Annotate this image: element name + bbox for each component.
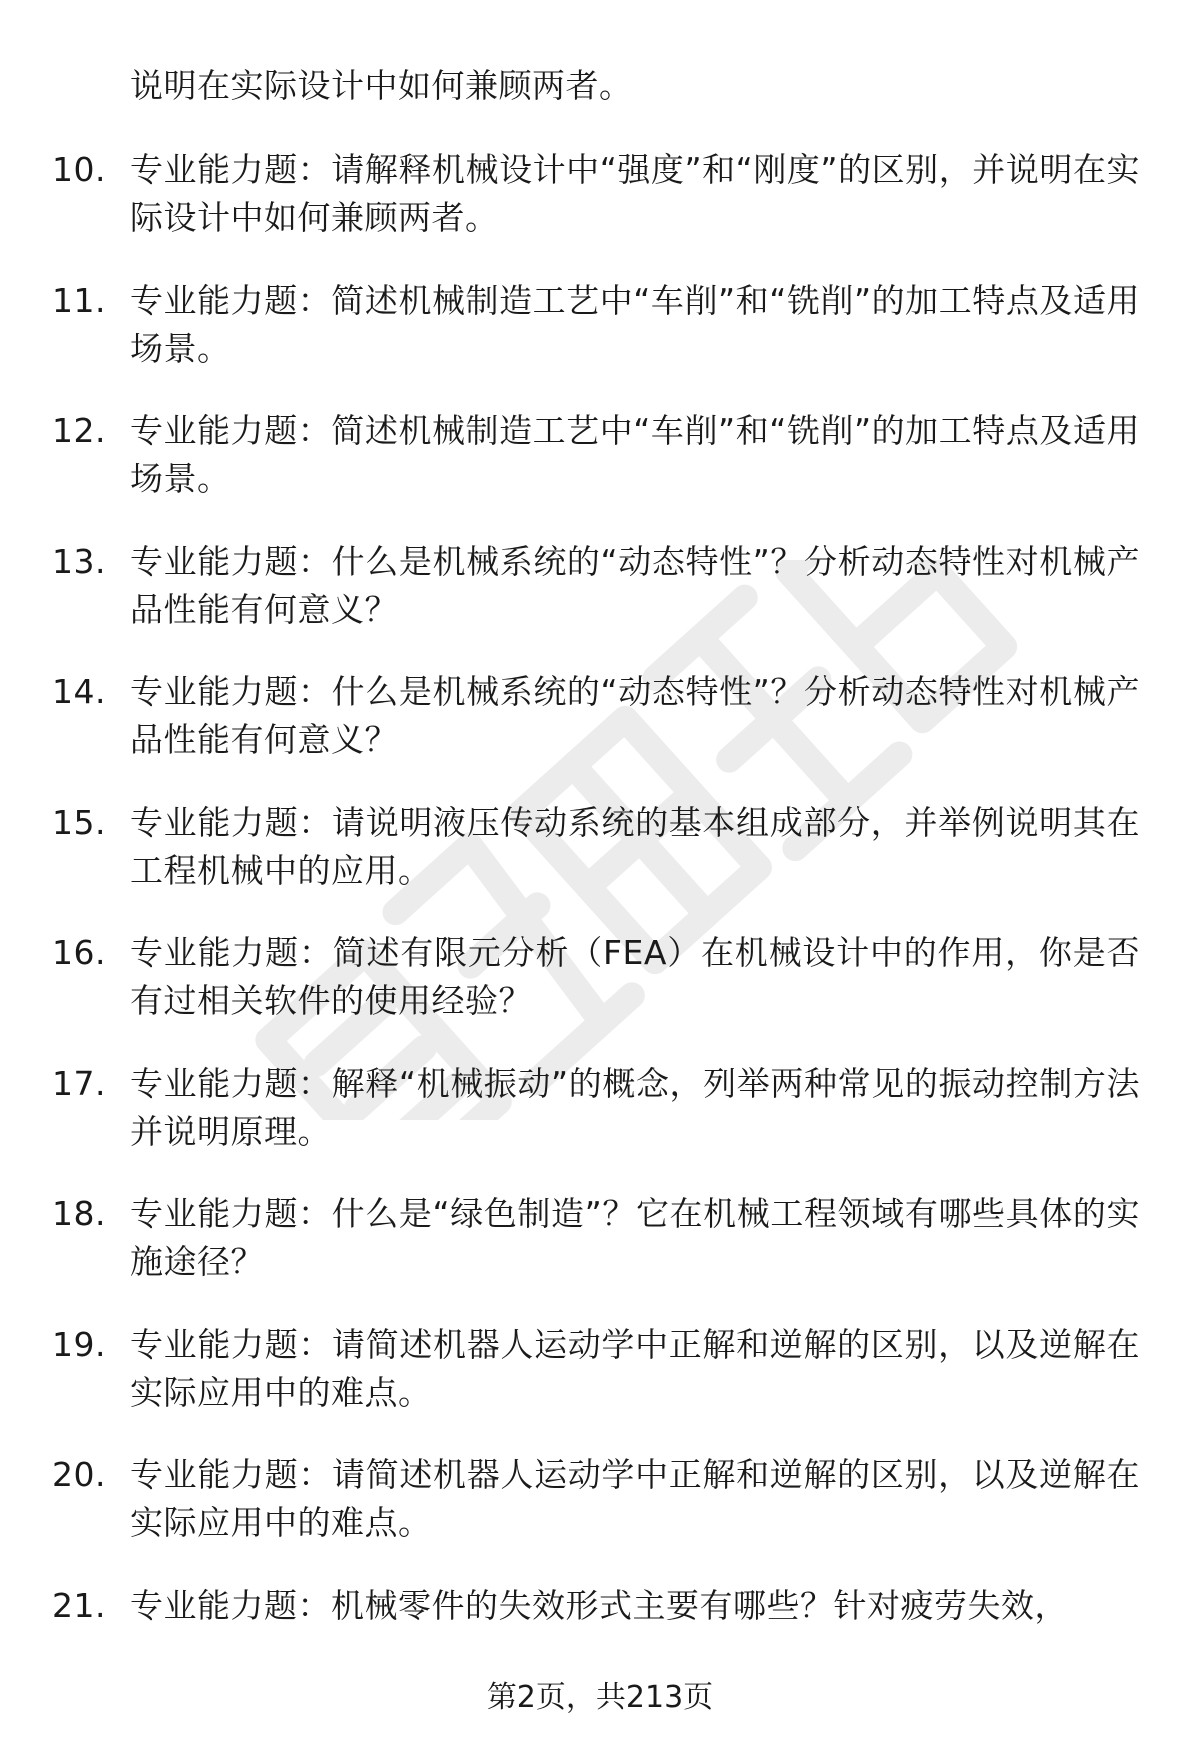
- question-item: [0, 1190, 1200, 1321]
- question-text: 专业能力题：什么是“绿色制造”？它在机械工程领域有哪些具体的实施途径？: [130, 1194, 1140, 1281]
- question-item: [0, 929, 1200, 1060]
- question-item: [0, 1451, 1200, 1582]
- question-item: [0, 799, 1200, 930]
- question-text: 专业能力题：机械零件的失效形式主要有哪些？针对疲劳失效，: [130, 1585, 1068, 1625]
- question-item: [0, 538, 1200, 669]
- question-text: 专业能力题：请解释机械设计中“强度”和“刚度”的区别，并说明在实际设计中如何兼顾两者。: [130, 150, 1140, 237]
- question-number: 19.: [52, 1324, 106, 1364]
- question-number: 11.: [52, 280, 106, 320]
- continuation-text: 说明在实际设计中如何兼顾两者。: [130, 66, 633, 105]
- question-number: 21.: [52, 1585, 106, 1625]
- question-item: [0, 407, 1200, 538]
- question-text: 专业能力题：什么是机械系统的“动态特性”？分析动态特性对机械产品性能有何意义？: [130, 541, 1140, 629]
- question-number: 16.: [52, 933, 106, 972]
- question-item: [0, 668, 1200, 799]
- question-text: 专业能力题：请简述机器人运动学中正解和逆解的区别，以及逆解在实际应用中的难点。: [130, 1324, 1140, 1412]
- question-number: 10.: [52, 150, 106, 189]
- question-number: 13.: [52, 541, 106, 581]
- question-text: 专业能力题：解释“机械振动”的概念，列举两种常见的振动控制方法并说明原理。: [130, 1063, 1140, 1151]
- question-number: 20.: [52, 1455, 106, 1494]
- question-text: 专业能力题：简述机械制造工艺中“车削”和“铣削”的加工特点及适用场景。: [130, 280, 1140, 368]
- question-item: [0, 1321, 1200, 1452]
- question-number: 17.: [52, 1063, 106, 1103]
- question-list: [0, 146, 1200, 1712]
- question-text: 专业能力题：简述机械制造工艺中“车削”和“铣削”的加工特点及适用场景。: [130, 411, 1140, 498]
- question-text: 专业能力题：请简述机器人运动学中正解和逆解的区别，以及逆解在实际应用中的难点。: [130, 1455, 1140, 1542]
- question-text: 专业能力题：请说明液压传动系统的基本组成部分，并举例说明其在工程机械中的应用。: [130, 802, 1140, 890]
- question-number: 18.: [52, 1194, 106, 1233]
- question-item: [0, 277, 1200, 408]
- page-footer: 第2页，共213页: [486, 1680, 714, 1715]
- question-number: 12.: [52, 411, 106, 450]
- question-item: [0, 146, 1200, 277]
- question-text: 专业能力题：简述有限元分析（FEA）在机械设计中的作用，你是否有过相关软件的使用经验？: [130, 933, 1140, 1020]
- question-text: 专业能力题：什么是机械系统的“动态特性”？分析动态特性对机械产品性能有何意义？: [130, 672, 1140, 759]
- question-item: [0, 1060, 1200, 1191]
- question-number: 15.: [52, 802, 106, 842]
- question-number: 14.: [52, 672, 106, 711]
